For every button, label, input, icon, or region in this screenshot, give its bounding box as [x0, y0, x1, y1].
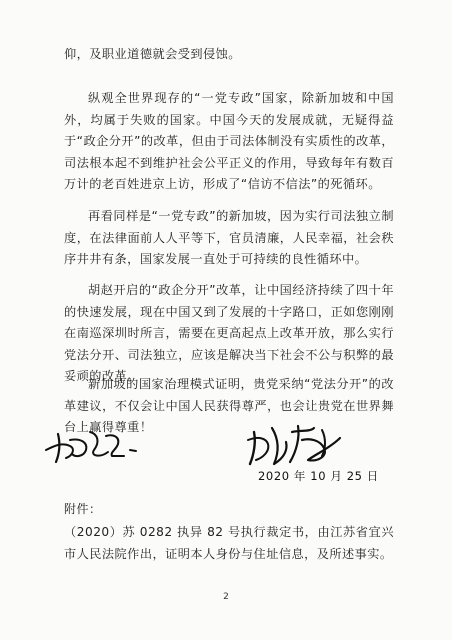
handwritten-signature-left [40, 420, 150, 468]
paragraph-conclusion: 新加坡的国家治理模式证明，贵党采纳“党法分开”的改革建议，不仅会让中国人民获得尊严，也会让贵党在世界舞台上赢得尊重！ [64, 377, 394, 434]
paragraph-reform: 胡赵开启的“政企分开”改革，让中国经济持续了四十年的快速发展，现在中国又到了发展的十字路口，正如您刚刚在南巡深圳时所言，需要在更高起点上改革开放，那么实行党法分开、司法独立，应该是解决当下社会不公与积弊的最妥顽的改革。 [64, 283, 394, 383]
signature-date: 2020 年 10 月 25 日 [258, 469, 379, 483]
handwritten-signature-right [244, 418, 354, 474]
paragraph-continuation: 仰，及职业道德就会受到侵蚀。 [64, 47, 241, 61]
attachment-description: （2020）苏 0282 执异 82 号执行裁定书，由江苏省宜兴市人民法院作出，证明本人身份与住址信息，及所述事实。 [64, 525, 394, 561]
paragraph-singapore: 再看同样是“一党专政”的新加坡，因为实行司法独立制度，在法律面前人人平等下，官员清廉，人民幸福，社会秩序井井有条，国家发展一直处于可持续的良性循环中。 [64, 209, 394, 266]
paragraph-one-party-states: 纵观全世界现存的“一党专政”国家，除新加坡和中国外，均属于失败的国家。中国今天的发展成就，无疑得益于“政企分开”的改革，但由于司法体制没有实质性的改革，司法根本起不到维护社会公平正义的作用，导致每年有数百万计的老百姓进京上访，形成了“信访不信法”的死循环。 [64, 91, 394, 191]
page-number: 2 [223, 592, 229, 602]
attachment-label: 附件： [64, 502, 102, 516]
